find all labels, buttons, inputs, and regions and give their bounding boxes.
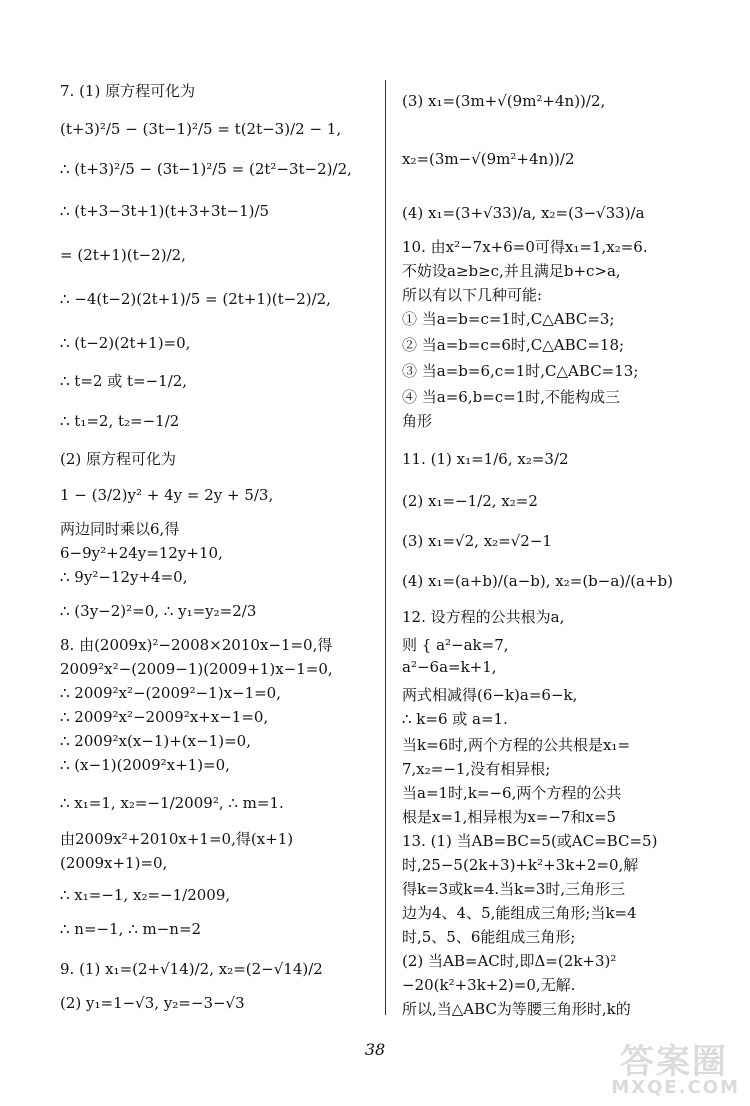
equation-line: (3) x₁=√2, x₂=√2−1 — [402, 532, 552, 550]
equation-line: ∴ −4(t−2)(2t+1)/5 = (2t+1)(t−2)/2, — [60, 290, 331, 308]
equation-line: 则 { a²−ak=7, — [402, 636, 509, 654]
equation-line: ∴ 2009²x²−(2009²−1)x−1=0, — [60, 684, 281, 702]
watermark-text-bottom: MXQE.COM — [611, 1077, 740, 1098]
text-line: 所以,当△ABC为等腰三角形时,k的 — [402, 1000, 631, 1018]
text-line: ① 当a=b=c=1时,C△ABC=3; — [402, 310, 615, 328]
text-line: 不妨设a≥b≥c,并且满足b+c>a, — [402, 262, 621, 280]
text-line: 由2009x²+2010x+1=0,得(x+1) — [60, 830, 294, 848]
equation-line: ∴ (x−1)(2009²x+1)=0, — [60, 756, 230, 774]
text-line: (2) 当AB=AC时,即Δ=(2k+3)² — [402, 952, 617, 970]
solution-7-part-2: (2) 原方程可化为 — [60, 450, 177, 468]
page-number: 38 — [364, 1040, 386, 1059]
equation-line: ∴ 2009²x²−2009²x+x−1=0, — [60, 708, 269, 726]
text-line: 7,x₂=−1,没有相异根; — [402, 760, 551, 778]
solution-11-heading: 11. (1) x₁=1/6, x₂=3/2 — [402, 450, 569, 468]
equation-line: ∴ (t−2)(2t+1)=0, — [60, 334, 191, 352]
text-line: 时,25−5(2k+3)+k²+3k+2=0,解 — [402, 856, 639, 874]
text-line: 根是x=1,相异根为x=−7和x=5 — [402, 808, 617, 826]
equation-line: a²−6a=k+1, — [402, 658, 497, 676]
text-line: −20(k²+3k+2)=0,无解. — [402, 976, 576, 994]
equation-line: (4) x₁=(3+√33)/a, x₂=(3−√33)/a — [402, 204, 645, 222]
text-line: 时,5、5、6能组成三角形; — [402, 928, 576, 946]
equation-line: ∴ x₁=1, x₂=−1/2009², ∴ m=1. — [60, 794, 284, 812]
text-line: ② 当a=b=c=6时,C△ABC=18; — [402, 336, 625, 354]
equation-line: (4) x₁=(a+b)/(a−b), x₂=(b−a)/(a+b) — [402, 572, 674, 590]
text-line: 当k=6时,两个方程的公共根是x₁= — [402, 736, 631, 754]
watermark-logo — [590, 1034, 740, 1098]
equation-line: = (2t+1)(t−2)/2, — [60, 246, 186, 264]
equation-line: ∴ x₁=−1, x₂=−1/2009, — [60, 886, 231, 904]
text-line: ④ 当a=6,b=c=1时,不能构成三 — [402, 388, 621, 406]
watermark-text-top: 答案圈 — [620, 1042, 728, 1082]
text-line: 得k=3或k=4.当k=3时,三角形三 — [402, 880, 626, 898]
solution-10-heading: 10. 由x²−7x+6=0可得x₁=1,x₂=6. — [402, 238, 648, 256]
equation-line: (t+3)²/5 − (3t−1)²/5 = t(2t−3)/2 − 1, — [60, 120, 342, 138]
solution-8-heading: 8. 由(2009x)²−2008×2010x−1=0,得 — [60, 636, 333, 654]
column-divider — [385, 80, 386, 1015]
equation-line: ∴ t₁=2, t₂=−1/2 — [60, 412, 180, 430]
text-line: 角形 — [402, 412, 433, 430]
solution-9-heading: 9. (1) x₁=(2+√14)/2, x₂=(2−√14)/2 — [60, 960, 323, 978]
solution-12-heading: 12. 设方程的公共根为a, — [402, 608, 565, 626]
solution-7-heading: 7. (1) 原方程可化为 — [60, 82, 196, 100]
equation-line: x₂=(3m−√(9m²+4n))/2 — [402, 150, 575, 168]
text-line: 当a=1时,k=−6,两个方程的公共 — [402, 784, 622, 802]
equation-line: (3) x₁=(3m+√(9m²+4n))/2, — [402, 92, 606, 110]
solution-13-heading: 13. (1) 当AB=BC=5(或AC=BC=5) — [402, 832, 658, 850]
text-line: 所以有以下几种可能: — [402, 286, 543, 304]
text-line: ③ 当a=b=6,c=1时,C△ABC=13; — [402, 362, 639, 380]
equation-line: 6−9y²+24y=12y+10, — [60, 544, 223, 562]
text-line: (2009x+1)=0, — [60, 854, 168, 872]
equation-line: 2009²x²−(2009−1)(2009+1)x−1=0, — [60, 660, 333, 678]
equation-line: ∴ 9y²−12y+4=0, — [60, 568, 188, 586]
equation-line: ∴ 2009²x(x−1)+(x−1)=0, — [60, 732, 251, 750]
equation-line: ∴ (t+3)²/5 − (3t−1)²/5 = (2t²−3t−2)/2, — [60, 160, 352, 178]
text-line: ∴ k=6 或 a=1. — [402, 710, 508, 728]
text-line: 边为4、4、5,能组成三角形;当k=4 — [402, 904, 637, 922]
text-line: 两式相减得(6−k)a=6−k, — [402, 686, 578, 704]
equation-line: (2) x₁=−1/2, x₂=2 — [402, 492, 538, 510]
equation-line: 1 − (3/2)y² + 4y = 2y + 5/3, — [60, 486, 274, 504]
equation-line: ∴ (t+3−3t+1)(t+3+3t−1)/5 — [60, 202, 270, 220]
equation-line: ∴ (3y−2)²=0, ∴ y₁=y₂=2/3 — [60, 602, 257, 620]
equation-line: ∴ t=2 或 t=−1/2, — [60, 372, 188, 390]
equation-line: ∴ n=−1, ∴ m−n=2 — [60, 920, 202, 938]
text-line: 两边同时乘以6,得 — [60, 520, 180, 538]
equation-line: (2) y₁=1−√3, y₂=−3−√3 — [60, 994, 245, 1012]
